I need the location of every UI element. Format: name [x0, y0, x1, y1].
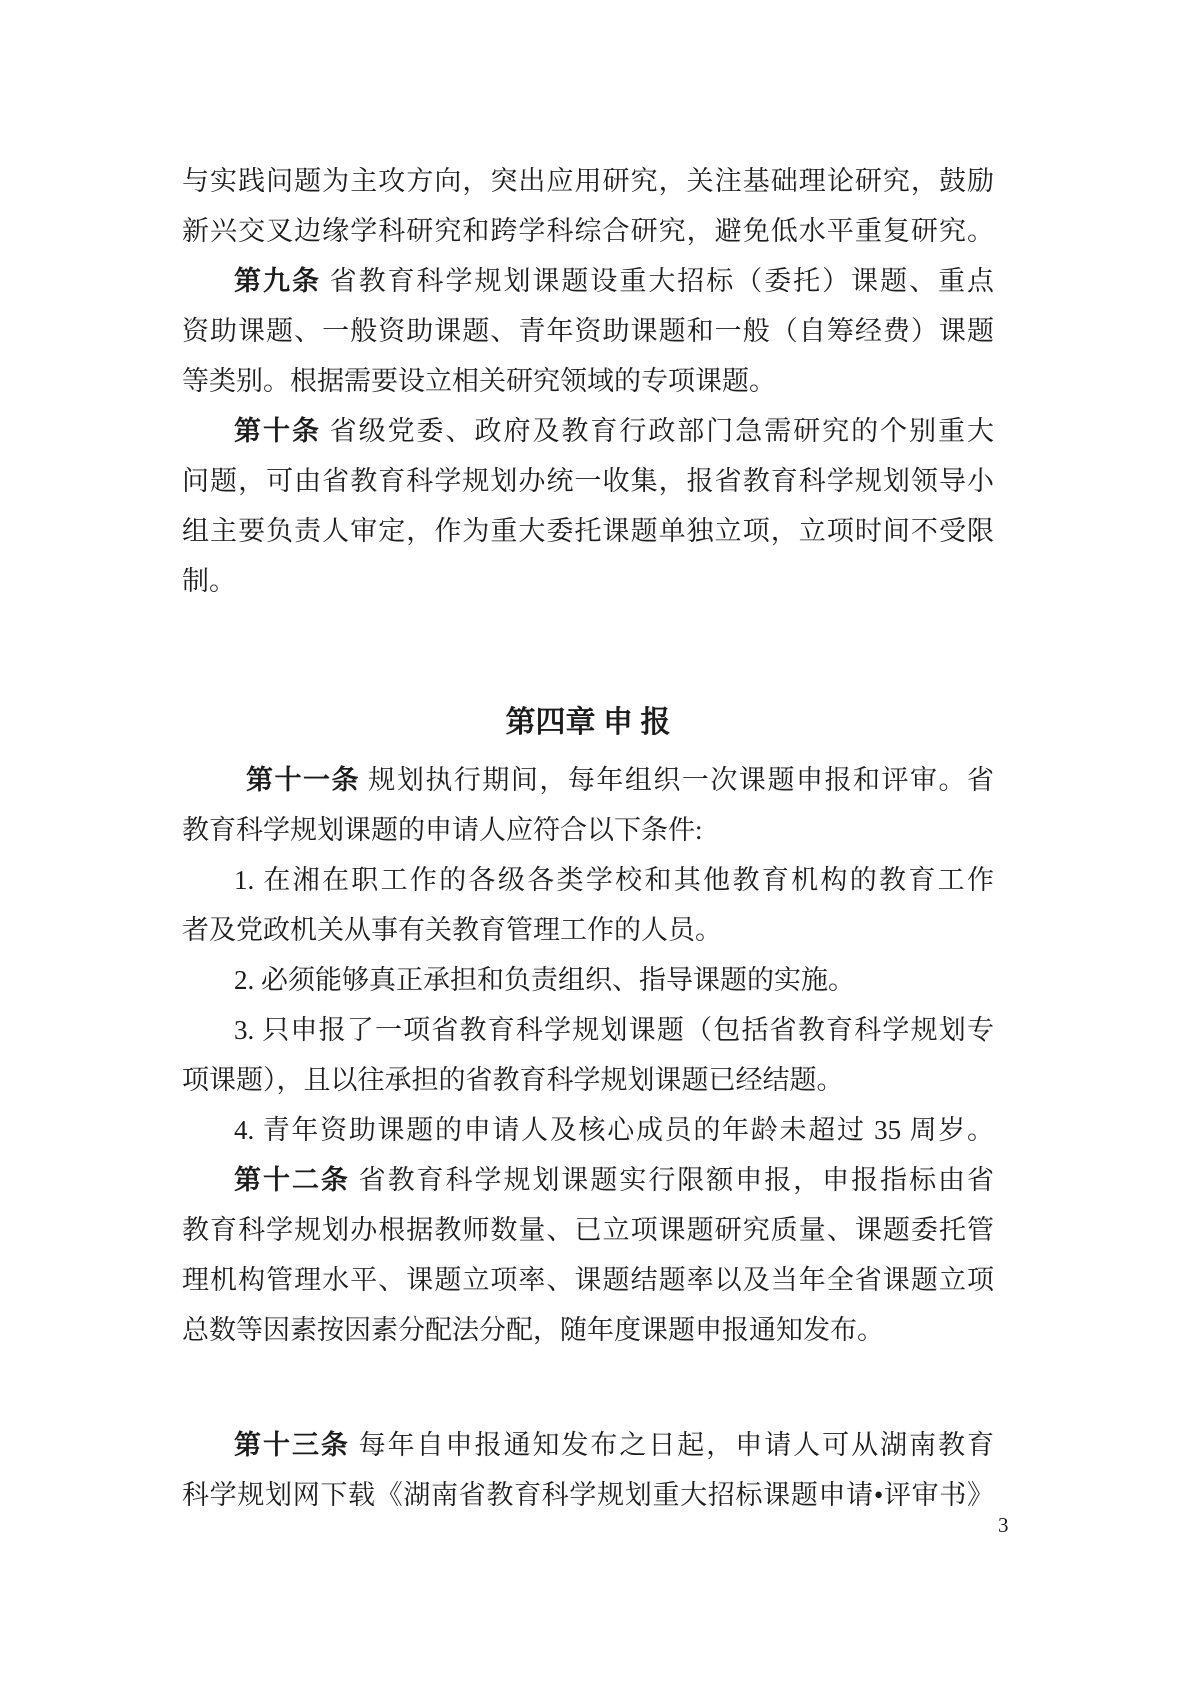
line-text: 省教育科学规划课题设重大招标（委托）课题、重点 — [320, 266, 995, 296]
paragraph-line — [182, 855, 994, 905]
line-text: 1. 在湘在职工作的各级各类学校和其他教育机构的教育工作 — [234, 865, 994, 895]
article-number-label: 第十一条 — [246, 765, 361, 795]
paragraph-line — [182, 1005, 994, 1055]
paragraph-line — [182, 1055, 994, 1105]
paragraph-line — [182, 556, 994, 606]
line-text: 教育科学规划课题的申请人应符合以下条件: — [182, 815, 703, 845]
paragraph-line — [182, 356, 994, 406]
article-number-label: 第十二条 — [234, 1165, 350, 1195]
paragraph-line — [182, 406, 994, 456]
line-text: 教育科学规划办根据教师数量、已立项课题研究质量、课题委托管 — [182, 1215, 994, 1245]
paragraph-line — [182, 506, 994, 556]
line-text: 项课题），且以往承担的省教育科学规划课题已经结题。 — [182, 1065, 844, 1095]
paragraph-line — [182, 256, 994, 306]
paragraph-line — [182, 805, 994, 855]
paragraph-line — [182, 1470, 994, 1520]
line-text: 省级党委、政府及教育行政部门急需研究的个别重大 — [320, 416, 995, 446]
line-text: 省教育科学规划课题实行限额申报，申报指标由省 — [349, 1165, 995, 1195]
paragraph-line — [182, 1105, 994, 1155]
paragraph-line — [182, 905, 994, 955]
paragraph-line — [182, 955, 994, 1005]
line-text: 科学规划网下载《湖南省教育科学规划重大招标课题申请•评审书》 — [182, 1480, 994, 1510]
paragraph-line — [182, 755, 994, 805]
paragraph-line — [182, 1255, 994, 1305]
line-text: 理机构管理水平、课题立项率、课题结题率以及当年全省课题立项 — [182, 1265, 994, 1295]
article-number-label: 第十三条 — [234, 1430, 350, 1460]
line-text: 规划执行期间，每年组织一次课题申报和评审。省 — [360, 765, 995, 795]
paragraph-line — [182, 206, 994, 256]
chapter-heading: 第四章 申 报 — [505, 706, 671, 739]
line-text: 者及党政机关从事有关教育管理工作的人员。 — [182, 915, 722, 945]
line-text: 资助课题、一般资助课题、青年资助课题和一般（自筹经费）课题 — [182, 316, 994, 346]
line-text: 2. 必须能够真正承担和负责组织、指导课题的实施。 — [234, 965, 855, 995]
paragraph-line — [182, 1205, 994, 1255]
line-text: 等类别。根据需要设立相关研究领域的专项课题。 — [182, 366, 776, 396]
paragraph-line — [182, 306, 994, 356]
line-text: 与实践问题为主攻方向，突出应用研究，关注基础理论研究，鼓励 — [182, 166, 994, 196]
line-text: 4. 青年资助课题的申请人及核心成员的年龄未超过 35 周岁。 — [234, 1115, 994, 1145]
line-text: 每年自申报通知发布之日起，申请人可从湖南教育 — [349, 1430, 995, 1460]
paragraph-line — [182, 1155, 994, 1205]
page-number: 3 — [998, 1513, 1009, 1537]
article-number-label: 第十条 — [234, 416, 321, 446]
line-text: 制。 — [182, 566, 236, 596]
body-text — [182, 156, 994, 1520]
article-number-label: 第九条 — [234, 266, 321, 296]
line-text: 问题，可由省教育科学规划办统一收集，报省教育科学规划领导小 — [182, 466, 994, 496]
paragraph-line — [182, 456, 994, 506]
line-text: 总数等因素按因素分配法分配，随年度课题申报通知发布。 — [182, 1315, 884, 1345]
line-text: 3. 只申报了一项省教育科学规划课题（包括省教育科学规划专 — [234, 1015, 994, 1045]
paragraph-line — [182, 1420, 994, 1470]
paragraph-line — [182, 156, 994, 206]
line-text: 组主要负责人审定，作为重大委托课题单独立项，立项时间不受限 — [182, 516, 994, 546]
paragraph-line — [182, 1305, 994, 1355]
line-text: 新兴交叉边缘学科研究和跨学科综合研究，避免低水平重复研究。 — [182, 216, 994, 246]
